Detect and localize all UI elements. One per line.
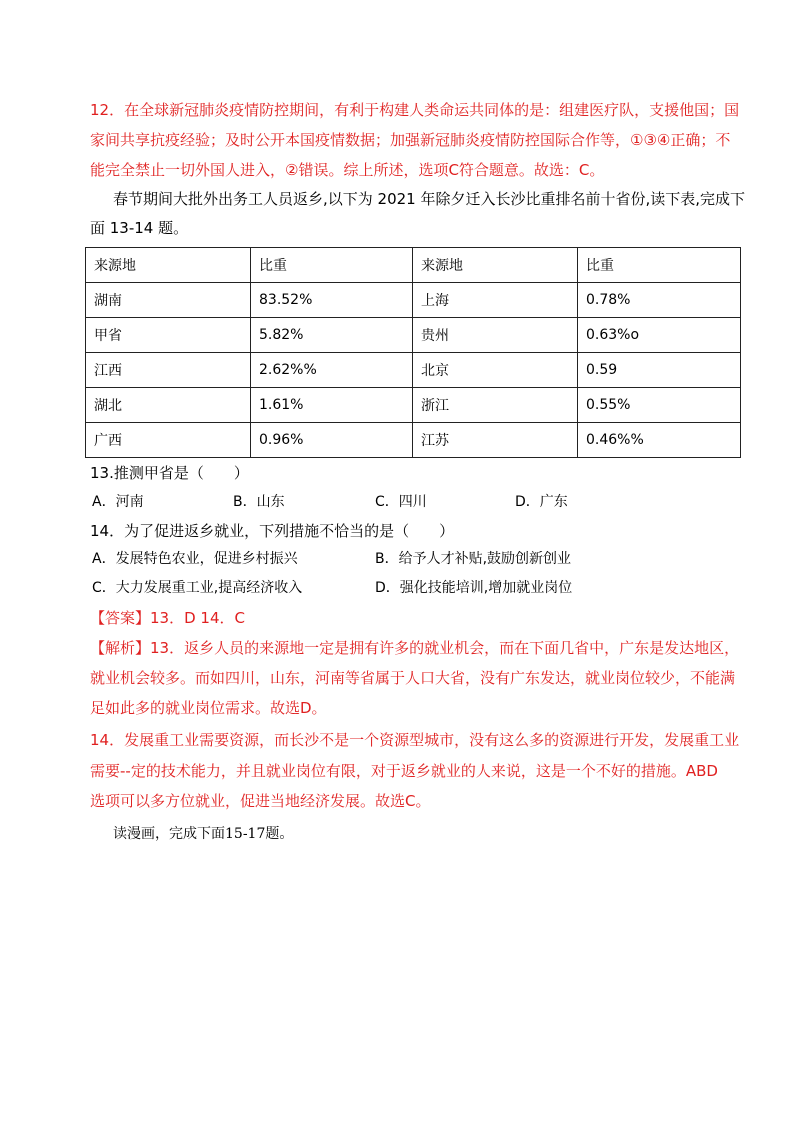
table-cell: 0.96%	[251, 423, 413, 458]
table-cell: 0.78%	[578, 283, 741, 318]
q14-stem: 14．为了促进返乡就业，下列措施不恰当的是（ ）	[90, 522, 455, 540]
table-cell: 上海	[413, 283, 578, 318]
analysis-line-5: 需要--定的技术能力，并且就业岗位有限，对于返乡就业的人来说，这是一个不好的措施。ABD	[90, 762, 718, 780]
table-cell: 浙江	[413, 388, 578, 423]
q13-stem: 13.推测甲省是（ ）	[90, 464, 249, 482]
table-row	[86, 318, 741, 353]
table-cell: 北京	[413, 353, 578, 388]
table-row	[86, 283, 741, 318]
table-cell: 湖南	[86, 283, 251, 318]
q14-option-a: A．发展特色农业，促进乡村振兴	[92, 551, 298, 567]
q12-explanation-line-3: 能完全禁止一切外国人进入，②错误。综上所述，选项C符合题意。故选：C。	[90, 161, 605, 179]
table-row	[86, 423, 741, 458]
table-header-cell: 来源地	[86, 248, 251, 283]
q14-option-d: D．强化技能培训,增加就业岗位	[375, 580, 573, 596]
q13-option-b: B．山东	[233, 494, 285, 510]
table-cell: 2.62%%	[251, 353, 413, 388]
table-cell: 贵州	[413, 318, 578, 353]
table-cell: 0.55%	[578, 388, 741, 423]
table-cell: 5.82%	[251, 318, 413, 353]
answer-line: 【答案】13．D 14．C	[90, 609, 245, 627]
table-header-row	[86, 248, 741, 283]
table-header-cell: 来源地	[413, 248, 578, 283]
q12-explanation-line-2: 家间共享抗疫经验；及时公开本国疫情数据；加强新冠肺炎疫情防控国际合作等，①③④正确；不	[90, 131, 731, 149]
table-cell: 甲省	[86, 318, 251, 353]
q12-explanation-line-1: 12．在全球新冠肺炎疫情防控期间，有利于构建人类命运共同体的是：组建医疗队，支援他国；国	[90, 101, 740, 119]
q13-option-d: D．广东	[515, 494, 568, 510]
table-row	[86, 388, 741, 423]
table-header-cell: 比重	[578, 248, 741, 283]
table-cell: 江西	[86, 353, 251, 388]
analysis-line-6: 选项可以多方位就业，促进当地经济发展。故选C。	[90, 792, 431, 810]
table-cell: 0.63%o	[578, 318, 741, 353]
table-cell: 0.59	[578, 353, 741, 388]
table-cell: 0.46%%	[578, 423, 741, 458]
q14-option-b: B．给予人才补贴,鼓励创新创业	[375, 551, 572, 567]
next-section-intro: 读漫画，完成下面15-17题。	[113, 826, 294, 842]
intro-line-2: 面 13-14 题。	[90, 219, 189, 237]
table-row	[86, 353, 741, 388]
table-cell: 1.61%	[251, 388, 413, 423]
migration-share-table	[85, 247, 741, 458]
analysis-line-2: 就业机会较多。而如四川，山东，河南等省属于人口大省，没有广东发达，就业岗位较少，不能满	[90, 669, 736, 687]
table-cell: 湖北	[86, 388, 251, 423]
q14-option-c: C．大力发展重工业,提高经济收入	[92, 580, 303, 596]
table-cell: 广西	[86, 423, 251, 458]
table-cell: 江苏	[413, 423, 578, 458]
table-header-cell: 比重	[251, 248, 413, 283]
q13-option-c: C．四川	[375, 494, 427, 510]
analysis-line-1: 【解析】13．返乡人员的来源地一定是拥有许多的就业机会，而在下面几省中，广东是发达地区，	[90, 639, 740, 657]
analysis-line-3: 足如此多的就业岗位需求。故选D。	[90, 699, 327, 717]
analysis-line-4: 14．发展重工业需要资源，而长沙不是一个资源型城市，没有这么多的资源进行开发，发展重工业	[90, 731, 740, 749]
table-cell: 83.52%	[251, 283, 413, 318]
intro-line-1: 春节期间大批外出务工人员返乡,以下为 2021 年除夕迁入长沙比重排名前十省份,读下表,完成下	[113, 190, 746, 208]
q13-option-a: A．河南	[92, 494, 144, 510]
